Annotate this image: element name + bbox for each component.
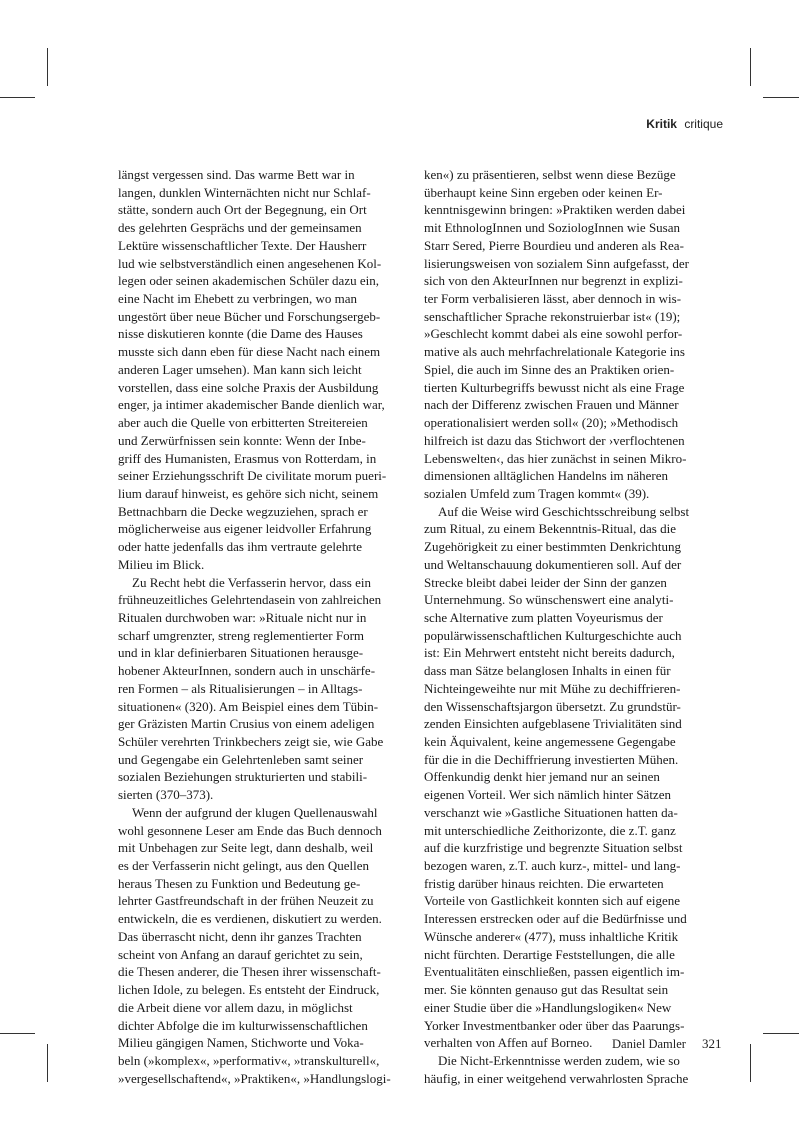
text-line: Wenn der aufgrund der klugen Quellenauswahl xyxy=(132,804,378,820)
text-line: hobener AkteurInnen, sondern auch in unschärfe- xyxy=(118,663,376,679)
text-line: nach der Differenz zwischen Frauen und Männer xyxy=(424,397,679,413)
text-line: und in klar definierbaren Situationen herausge- xyxy=(118,645,364,661)
text-line: und Gegengabe ein Gelehrtenleben samt seiner xyxy=(118,751,364,767)
text-line: langen, dunklen Winternächten nicht nur Schlaf- xyxy=(118,184,371,200)
text-line: des gelehrten Gesprächs und der gemeinsamen xyxy=(118,220,362,236)
text-line: dass man Sätze belanglosen Inhalts in einen für xyxy=(424,663,671,679)
crop-mark-bottom-right xyxy=(750,1044,751,1082)
text-line: lehrter Gastfreundschaft in der frühen Neuzeit zu xyxy=(118,893,374,909)
text-line: lisierungsweisen von sozialem Sinn aufgefasst, der xyxy=(424,255,689,271)
text-line: den Wissenschaftsjargon übersetzt. Zu grundstür- xyxy=(424,698,681,714)
text-line: bezogen waren, z.T. auch kurz-, mittel- und lang- xyxy=(424,858,681,874)
text-line: Spiel, die auch im Sinne des an Praktiken orien- xyxy=(424,361,675,377)
text-line: Unternehmung. So wünschenswert eine analyti- xyxy=(424,592,674,608)
crop-mark-left-top xyxy=(0,97,35,98)
text-line: mit EthnologInnen und SoziologInnen wie Susan xyxy=(424,220,681,236)
text-line: auf die kurzfristige und begrenzte Situation selbst xyxy=(424,840,683,856)
text-line: zenden Einsichten aufgeblasene Trivialitäten sind xyxy=(424,716,682,732)
text-line: sche Alternative zum platten Voyeurismus der xyxy=(424,609,663,625)
text-line: lium darauf hinweist, es gehöre sich nicht, seinem xyxy=(118,485,379,501)
text-line: hilfreich ist dazu das Stichwort der ›verflochtenen xyxy=(424,432,685,448)
running-header xyxy=(646,117,723,131)
text-line: aber auch die Quelle von erbitterten Streitereien xyxy=(118,415,368,431)
text-line: musste sich dann eben für diese Nacht nach einem xyxy=(118,344,381,360)
text-line: mative als auch mehrfachrelationale Kategorie ins xyxy=(424,344,685,360)
crop-mark-right-top xyxy=(763,97,799,98)
text-line: Wünsche anderer« (477), muss inhaltliche Kritik xyxy=(424,928,679,944)
text-line: oder hatte jedenfalls das ihm vertraute gelehrte xyxy=(118,539,363,555)
text-line: sierten (370–373). xyxy=(118,787,214,803)
text-line: stätte, sondern auch Ort der Begegnung, ein Ort xyxy=(118,202,367,218)
text-line: eine Nacht im Ehebett zu verbringen, wo man xyxy=(118,291,357,307)
text-line: für die in die Dechiffrierung investierten Mühen. xyxy=(424,751,679,767)
text-line: Vorteile von Gastlichkeit konnten sich auf eigene xyxy=(424,893,681,909)
section-title: Kritik xyxy=(646,117,677,131)
text-line: Milieu gängigen Namen, Stichworte und Voka- xyxy=(118,1035,364,1051)
text-line: fristig darüber hinaus reichten. Die erwarteten xyxy=(424,875,664,891)
text-line: operationalisiert werden soll« (20); »Methodisch xyxy=(424,415,679,431)
text-line: scheint von Anfang an darauf gerichtet zu sein, xyxy=(118,946,363,962)
text-line: sozialen Beziehungen strukturierten und stabili- xyxy=(118,769,368,785)
text-line: verschanzt wie »Gastliche Situationen hatten da- xyxy=(424,804,678,820)
text-line: ungestört über neue Bücher und Forschungsergeb- xyxy=(118,308,381,324)
text-line: anderen Lager umsehen). Man kann sich leicht xyxy=(118,361,362,377)
text-line: ter Form verbalisieren lässt, aber dennoch in wis- xyxy=(424,291,682,307)
text-line: und Weltanschauung dokumentieren soll. Auf der xyxy=(424,556,682,572)
text-line: lichen Idole, zu belegen. Es entsteht der Eindruck, xyxy=(118,982,380,998)
text-line: griff des Humanisten, Erasmus von Rotterdam, in xyxy=(118,450,377,466)
page-number: 321 xyxy=(702,1036,722,1051)
text-line: Nichteingeweihte nur mit Mühe zu dechiffrieren- xyxy=(424,680,681,696)
text-line: Strecke bleibt dabei leider der Sinn der ganzen xyxy=(424,574,667,590)
text-line: die Arbeit diene vor allem dazu, in möglichst xyxy=(118,999,353,1015)
text-line: kenntnisgewinn bringen: »Praktiken werden dabei xyxy=(424,202,686,218)
text-line: entwickeln, die es verdienen, diskutiert zu werden. xyxy=(118,911,382,927)
text-line: verhalten von Affen auf Borneo. xyxy=(424,1035,593,1051)
left-text-column xyxy=(118,166,396,1087)
text-line: Eventualitäten einschließen, passen eigentlich im- xyxy=(424,964,685,980)
text-line: Zugehörigkeit zu einer bestimmten Denkrichtung xyxy=(424,539,682,555)
text-line: und Zerwürfnissen sein konnte: Wenn der Inbe- xyxy=(118,432,366,448)
text-line: ken«) zu präsentieren, selbst wenn diese Bezüge xyxy=(424,167,676,182)
text-line: Milieu im Blick. xyxy=(118,556,205,572)
text-line: Lebenswelten‹, das hier zunächst in seinen Mikro- xyxy=(424,450,687,466)
text-line: Lektüre wissenschaftlicher Texte. Der Hausherr xyxy=(118,237,367,253)
text-line: längst vergessen sind. Das warme Bett war in xyxy=(118,167,355,182)
text-line: Yorker Investmentbanker oder über das Paarungs- xyxy=(424,1017,685,1033)
text-line: Ritualen durchwoben war: »Rituale nicht nur in xyxy=(118,609,367,625)
text-line: nisse diskutieren konnte (die Dame des Hauses xyxy=(118,326,363,342)
text-line: mit Unbehagen zur Seite legt, dann deshalb, weil xyxy=(118,840,374,856)
text-line: kein Äquivalent, keine angemessene Gegengabe xyxy=(424,734,676,749)
text-line: heraus Thesen zu Funktion und Bedeutung ge- xyxy=(118,875,361,891)
text-line: frühneuzeitliches Gelehrtendasein von zahlreichen xyxy=(118,592,382,608)
text-line: dimensionen alltäglichen Handelns im näheren xyxy=(424,468,669,484)
text-line: Das überrascht nicht, denn ihr ganzes Trachten xyxy=(118,928,362,944)
text-line: situationen« (320). Am Beispiel eines dem Tübin- xyxy=(118,698,379,714)
crop-mark-top-left xyxy=(47,48,48,86)
text-line: sich von den AkteurInnen nur begrenzt in explizi- xyxy=(424,273,683,289)
text-line: überhaupt keine Sinn ergeben oder keinen Er- xyxy=(424,184,663,200)
text-line: Offenkundig denkt hier jemand nur an seinen xyxy=(424,769,660,785)
text-line: Schüler verehrten Trinkbechers zeigt sie, wie Gabe xyxy=(118,734,384,749)
text-line: nicht fürchten. Derartige Feststellungen, die alle xyxy=(424,946,675,962)
text-line: mer. Sie könnten genauso gut das Resultat sein xyxy=(424,982,669,998)
text-line: die Thesen anderer, die Thesen ihrer wissenschaft- xyxy=(118,964,381,980)
text-line: beln (»komplex«, »performativ«, »transkulturell«, xyxy=(118,1052,380,1068)
text-line: möglicherweise aus eigener leidvoller Erfahrung xyxy=(118,521,372,537)
text-line: scharf umgrenzter, streng reglementierter Form xyxy=(118,627,365,643)
section-subtitle: critique xyxy=(684,117,723,131)
text-line: seiner Erziehungsschrift De civilitate morum pueri- xyxy=(118,468,387,484)
text-line: Zu Recht hebt die Verfasserin hervor, dass ein xyxy=(132,574,371,590)
right-text-column xyxy=(424,166,702,1087)
text-line: »Geschlecht kommt dabei als eine sowohl perfor- xyxy=(424,326,683,342)
text-line: mit unterschiedliche Zeithorizonte, die z.T. ganz xyxy=(424,822,676,838)
text-line: Starr Sered, Pierre Bourdieu und anderen als Rea- xyxy=(424,237,684,253)
text-line: sozialen Umfeld zum Tragen kommt« (39). xyxy=(424,485,650,501)
text-line: häufig, in einer weitgehend verwahrlosten Sprache xyxy=(424,1070,689,1086)
text-line: Bettnachbarn die Decke wegzuziehen, sprach er xyxy=(118,503,368,519)
crop-mark-right-bottom xyxy=(763,1033,799,1034)
footer-author: Daniel Damler xyxy=(612,1037,686,1051)
text-line: wohl gesonnene Leser am Ende das Buch dennoch xyxy=(118,822,382,838)
crop-mark-bottom-left xyxy=(47,1044,48,1082)
crop-mark-left-bottom xyxy=(0,1033,35,1034)
text-line: dichter Abfolge die im kulturwissenschaftlichen xyxy=(118,1017,368,1033)
text-line: legen oder seinen akademischen Schüler dazu ein, xyxy=(118,273,379,289)
text-line: Die Nicht-Erkenntnisse werden zudem, wie so xyxy=(438,1052,680,1068)
text-line: senschaftlicher Sprache rekonstruierbar ist« (19); xyxy=(424,308,681,324)
text-line: eigenen Vorteil. Wer sich nämlich hinter Sätzen xyxy=(424,787,671,803)
text-line: zum Ritual, zu einem Bekenntnis-Ritual, das die xyxy=(424,521,677,537)
text-line: Auf die Weise wird Geschichtsschreibung selbst xyxy=(438,503,690,519)
text-line: ist: Ein Mehrwert entsteht nicht bereits dadurch, xyxy=(424,645,675,661)
text-line: tierten Kulturbegriffs bewusst nicht als eine Frage xyxy=(424,379,685,395)
text-line: Interessen erstrecken oder auf die Bedürfnisse und xyxy=(424,911,687,927)
text-line: enger, ja intimer akademischer Bande dienlich war, xyxy=(118,397,385,413)
text-line: populärwissenschaftlichen Kulturgeschichte auch xyxy=(424,627,682,643)
text-line: lud wie selbstverständlich einen angesehenen Kol- xyxy=(118,255,382,271)
crop-mark-top-right xyxy=(750,48,751,86)
text-line: vorstellen, dass eine solche Praxis der Ausbildung xyxy=(118,379,379,395)
text-line: einer Studie über die »Handlungslogiken« New xyxy=(424,999,672,1015)
text-line: es der Verfasserin nicht gelingt, aus den Quellen xyxy=(118,858,370,874)
text-line: »vergesellschaftend«, »Praktiken«, »Handlungslogi- xyxy=(118,1070,391,1086)
text-line: ren Formen – als Ritualisierungen – in Alltags- xyxy=(118,680,363,696)
text-line: ger Gräzisten Martin Crusius von einem adeligen xyxy=(118,716,375,732)
